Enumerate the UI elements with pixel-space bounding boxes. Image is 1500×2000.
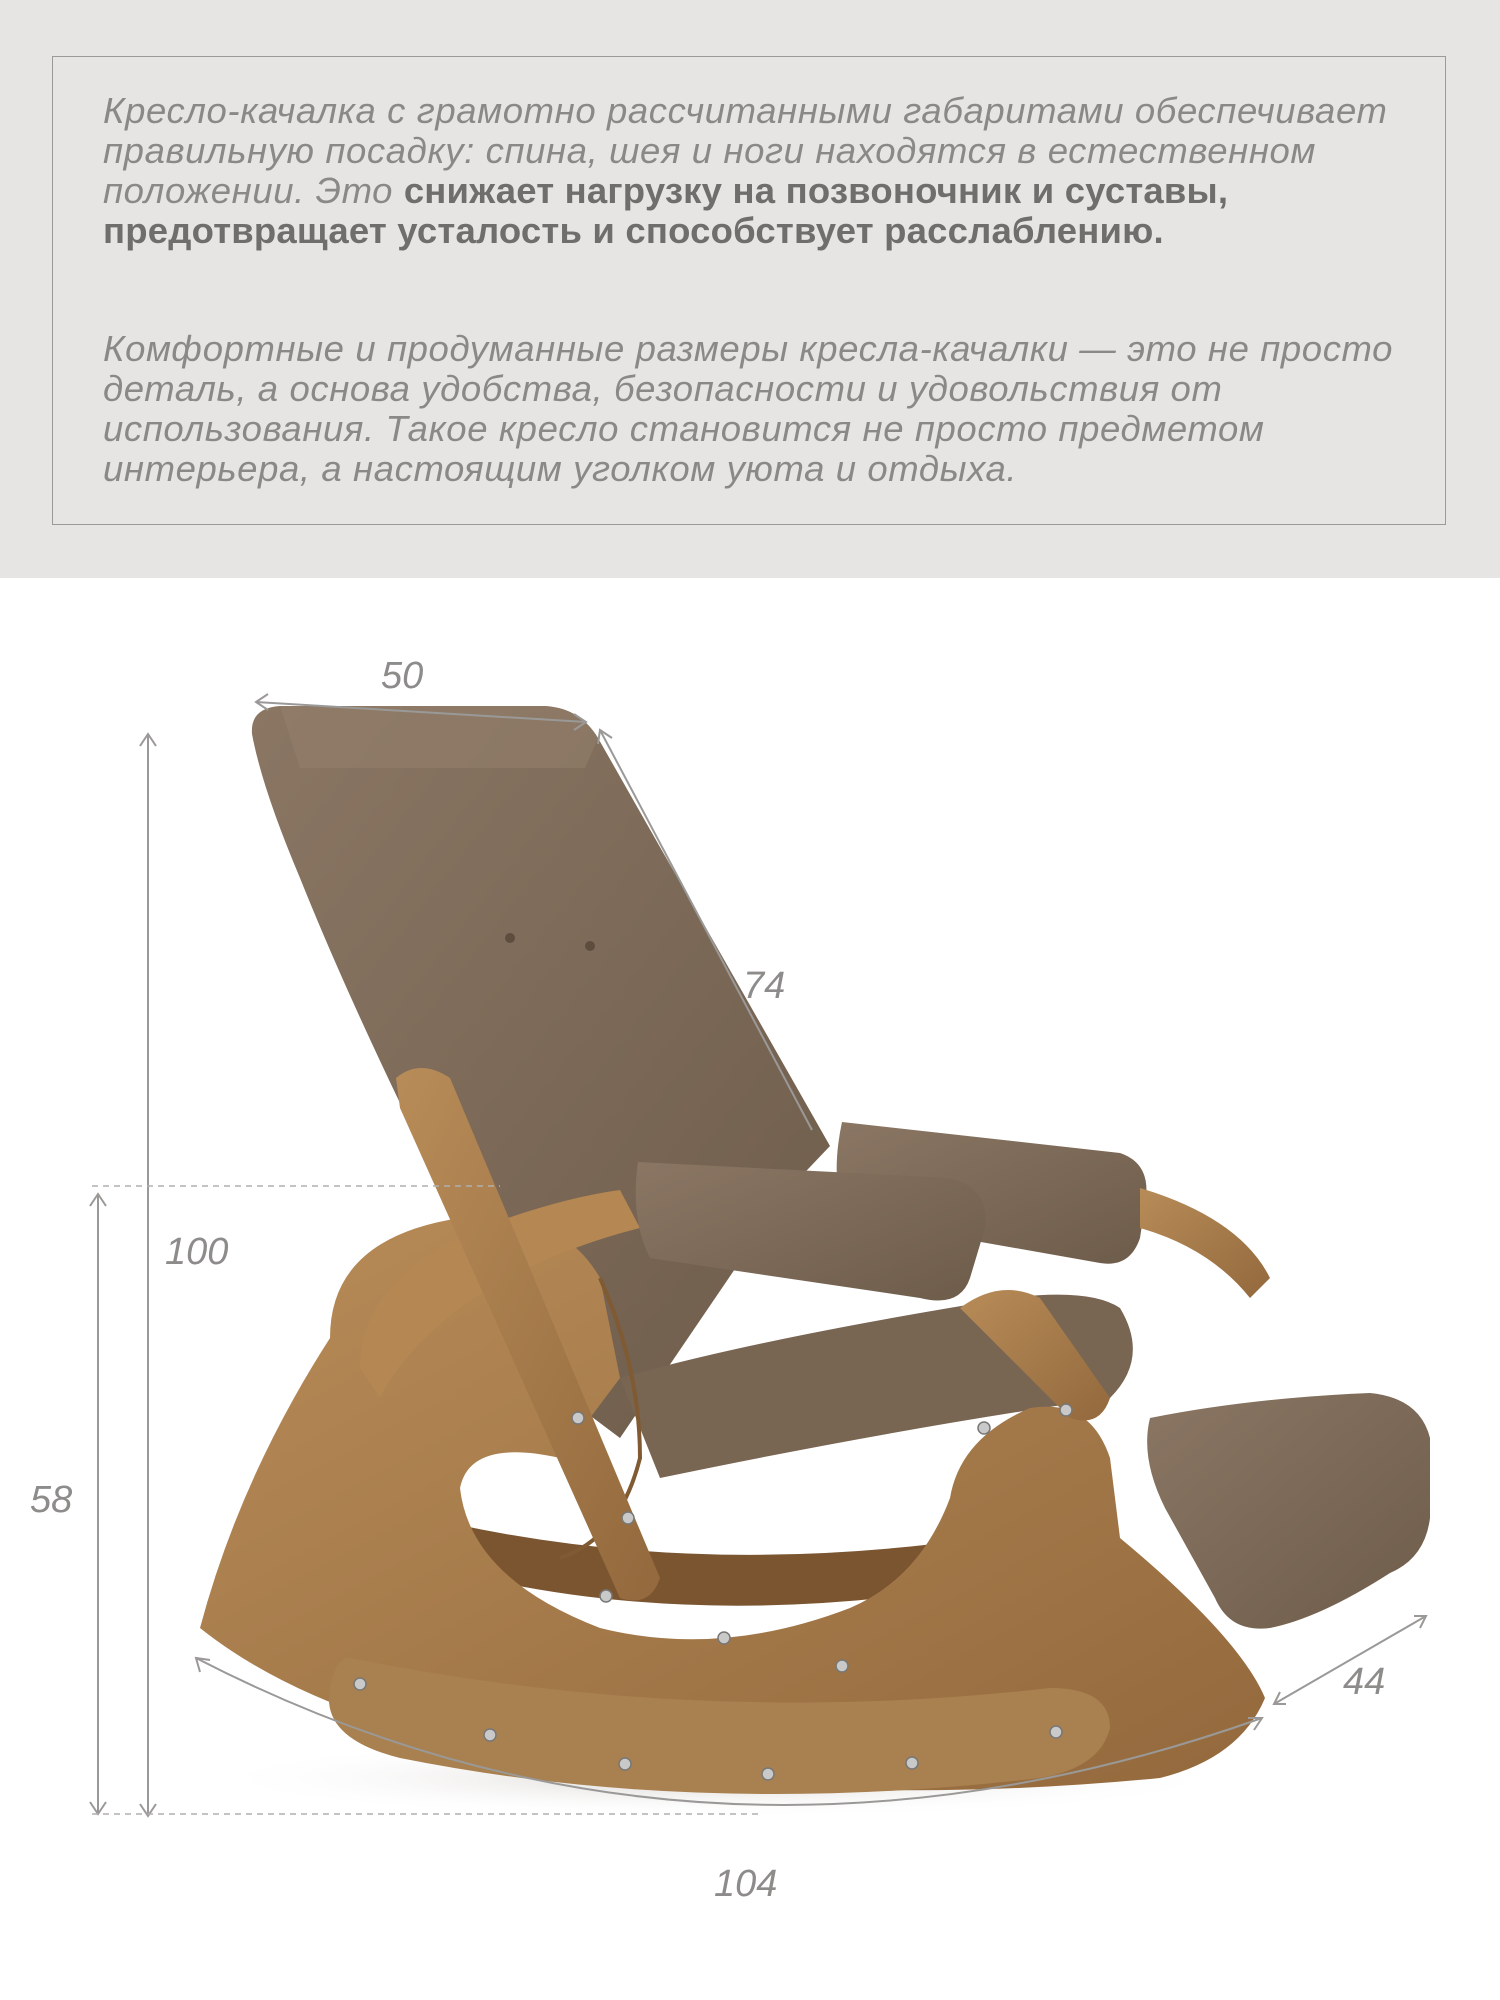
button-tuft-left	[505, 933, 515, 943]
dim-label-width: 50	[381, 655, 424, 697]
dim-label-seat: 58	[30, 1479, 73, 1521]
footrest-cushion	[1147, 1393, 1430, 1629]
description-paragraph-1	[103, 91, 1405, 251]
dim-label-backrest: 74	[743, 965, 786, 1007]
paragraph-1-highlight: снижает нагрузку на позвоночник и суставы, предотвращает усталость и способствует расслаблению.	[103, 170, 1229, 251]
button-tuft-right	[585, 941, 595, 951]
dim-label-depth: 44	[1343, 1661, 1386, 1703]
chair-illustration	[0, 578, 1500, 2000]
backrest-top	[280, 706, 598, 768]
dim-label-length: 104	[714, 1863, 778, 1905]
description-panel	[0, 0, 1500, 578]
arm-wood-right	[1140, 1188, 1270, 1298]
chair-dimension-figure	[0, 578, 1500, 2000]
description-frame	[52, 56, 1446, 525]
paragraph-1-lead: Кресло-качалка с грамотно рассчитанными габаритами обеспечивает правильную посадку: спина, шея и ноги находятся в естественном положении. Это	[103, 90, 1388, 211]
description-paragraph-2: Комфортные и продуманные размеры кресла-качалки — это не просто деталь, а основа удобства, безопасности и удовольствия от использования. Такое кресло становится не просто предметом интерьера, а настоящим уголком уюта и отдыха.	[103, 328, 1394, 489]
dim-label-height: 100	[165, 1231, 229, 1273]
